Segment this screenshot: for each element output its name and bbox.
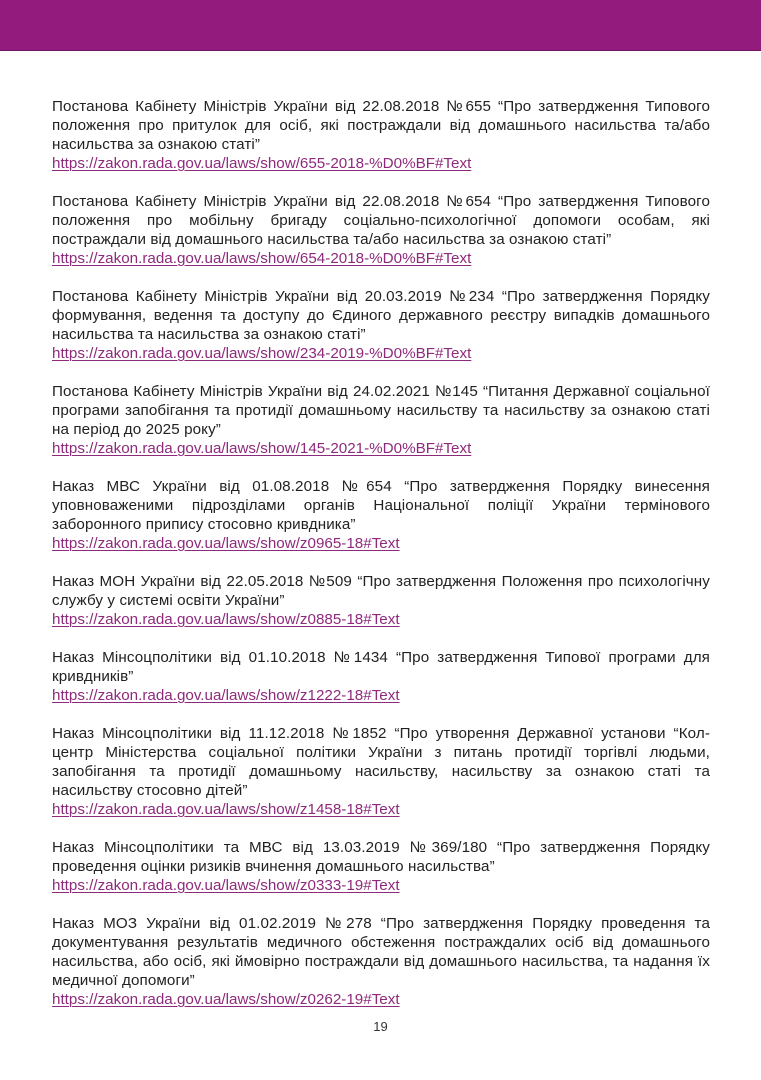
reference-entry: [52, 838, 710, 895]
reference-link[interactable]: https://zakon.rada.gov.ua/laws/show/z1222-18#Text: [52, 687, 400, 704]
reference-entry: [52, 192, 710, 268]
reference-text: Наказ Мінсоцполітики від 01.10.2018 №1434 “Про затвердження Типової програми для кривдників”: [52, 649, 710, 685]
reference-link[interactable]: https://zakon.rada.gov.ua/laws/show/z0333-19#Text: [52, 877, 400, 894]
reference-link[interactable]: https://zakon.rada.gov.ua/laws/show/145-2021-%D0%BF#Text: [52, 440, 472, 457]
reference-link[interactable]: https://zakon.rada.gov.ua/laws/show/z1458-18#Text: [52, 801, 400, 818]
reference-entry: [52, 287, 710, 363]
reference-text: Постанова Кабінету Міністрів України від 22.08.2018 №654 “Про затвердження Типового положення про мобільну бригаду соціально-психологічної допомоги особам, які постраждали від домашнього насильства та/або насильства за ознакою статі”: [52, 193, 710, 248]
reference-entry: [52, 648, 710, 705]
reference-text: Наказ МОН України від 22.05.2018 №509 “Про затвердження Положення про психологічну службу у системі освіти України”: [52, 573, 710, 609]
reference-text: Постанова Кабінету Міністрів України від 22.08.2018 №655 “Про затвердження Типового положення про притулок для осіб, які постраждали від домашнього насильства та/або насильства за ознакою статі”: [52, 98, 710, 153]
reference-entry: [52, 477, 710, 553]
reference-link[interactable]: https://zakon.rada.gov.ua/laws/show/654-2018-%D0%BF#Text: [52, 250, 472, 267]
reference-link[interactable]: https://zakon.rada.gov.ua/laws/show/655-2018-%D0%BF#Text: [52, 155, 472, 172]
legal-references-list: [52, 97, 710, 1028]
reference-entry: [52, 382, 710, 458]
reference-text: Наказ МВС України від 01.08.2018 №654 “Про затвердження Порядку винесення уповноваженими підрозділами органів Національної поліції України термінового заборонного припису стосовно кривдника”: [52, 478, 710, 533]
reference-entry: [52, 724, 710, 819]
reference-entry: [52, 572, 710, 629]
reference-text: Постанова Кабінету Міністрів України від 20.03.2019 №234 “Про затвердження Порядку формування, ведення та доступу до Єдиного державного реєстру випадків домашнього насильства та насильства за ознакою статі”: [52, 288, 710, 343]
reference-link[interactable]: https://zakon.rada.gov.ua/laws/show/234-2019-%D0%BF#Text: [52, 345, 472, 362]
reference-text: Наказ Мінсоцполітики та МВС від 13.03.2019 №369/180 “Про затвердження Порядку проведення оцінки ризиків вчинення домашнього насильства”: [52, 839, 710, 875]
header-bar: [0, 0, 761, 51]
reference-link[interactable]: https://zakon.rada.gov.ua/laws/show/z0885-18#Text: [52, 611, 400, 628]
reference-entry: [52, 914, 710, 1009]
reference-entry: [52, 97, 710, 173]
reference-text: Наказ Мінсоцполітики від 11.12.2018 №1852 “Про утворення Державної установи “Кол-центр Міністерства соціальної політики України з питань протидії торгівлі людьми, запобігання та протидії домашньому насильству, насильству за ознакою статі та насильству стосовно дітей”: [52, 725, 710, 799]
page-number: 19: [373, 1019, 388, 1034]
reference-text: Наказ МОЗ України від 01.02.2019 №278 “Про затвердження Порядку проведення та документування результатів медичного обстеження постраждалих осіб від домашнього насильства, або осіб, які ймовірно постраждали від домашнього насильства, та надання їх медичної допомоги”: [52, 915, 710, 989]
reference-text: Постанова Кабінету Міністрів України від 24.02.2021 №145 “Питання Державної соціальної програми запобігання та протидії домашньому насильству та насильству за ознакою статі на період до 2025 року”: [52, 383, 710, 438]
reference-link[interactable]: https://zakon.rada.gov.ua/laws/show/z0965-18#Text: [52, 535, 400, 552]
reference-link[interactable]: https://zakon.rada.gov.ua/laws/show/z0262-19#Text: [52, 991, 400, 1008]
